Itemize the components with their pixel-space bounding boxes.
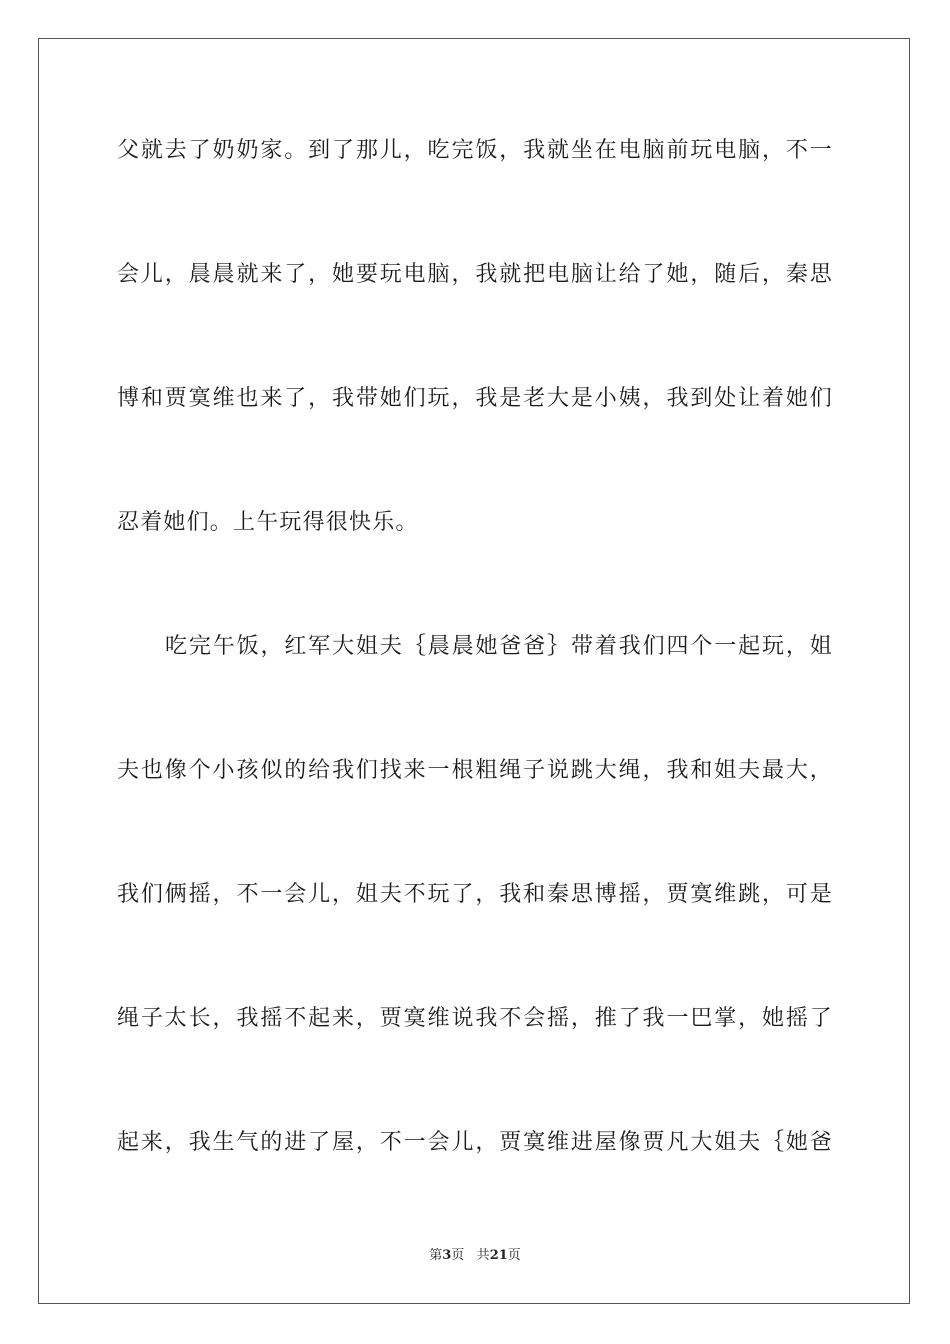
page-footer (0, 1248, 950, 1264)
text-line-8: 绳子太长，我摇不起来，贾寞维说我不会摇，推了我一巴掌，她摇了 (117, 1006, 833, 1031)
text-line-7: 我们俩摇，不一会儿，姐夫不玩了，我和秦思博摇，贾寞维跳，可是 (117, 882, 833, 907)
page-border (38, 38, 910, 1304)
text-line-2: 会儿，晨晨就来了，她要玩电脑，我就把电脑让给了她，随后，秦思 (117, 262, 833, 287)
page-current: 3 (442, 1248, 452, 1263)
text-line-3: 博和贾寞维也来了，我带她们玩，我是老大是小姨，我到处让着她们 (117, 386, 833, 411)
text-line-4: 忍着她们。上午玩得很快乐。 (117, 510, 419, 535)
text-line-5-indented: 吃完午饭，红军大姐夫｛晨晨她爸爸｝带着我们四个一起玩，姐 (165, 634, 833, 659)
page-total: 21 (489, 1248, 508, 1263)
text-line-6: 夫也像个小孩似的给我们找来一根粗绳子说跳大绳，我和姐夫最大， (117, 758, 833, 783)
page-mid: 页 (451, 1248, 465, 1263)
text-line-9: 起来，我生气的进了屋，不一会儿，贾寞维进屋像贾凡大姐夫｛她爸 (117, 1130, 833, 1155)
total-suffix: 页 (507, 1248, 521, 1263)
total-prefix: 共 (476, 1248, 490, 1263)
text-line-1: 父就去了奶奶家。到了那儿，吃完饭，我就坐在电脑前玩电脑，不一 (117, 138, 833, 163)
page-prefix: 第 (429, 1248, 443, 1263)
